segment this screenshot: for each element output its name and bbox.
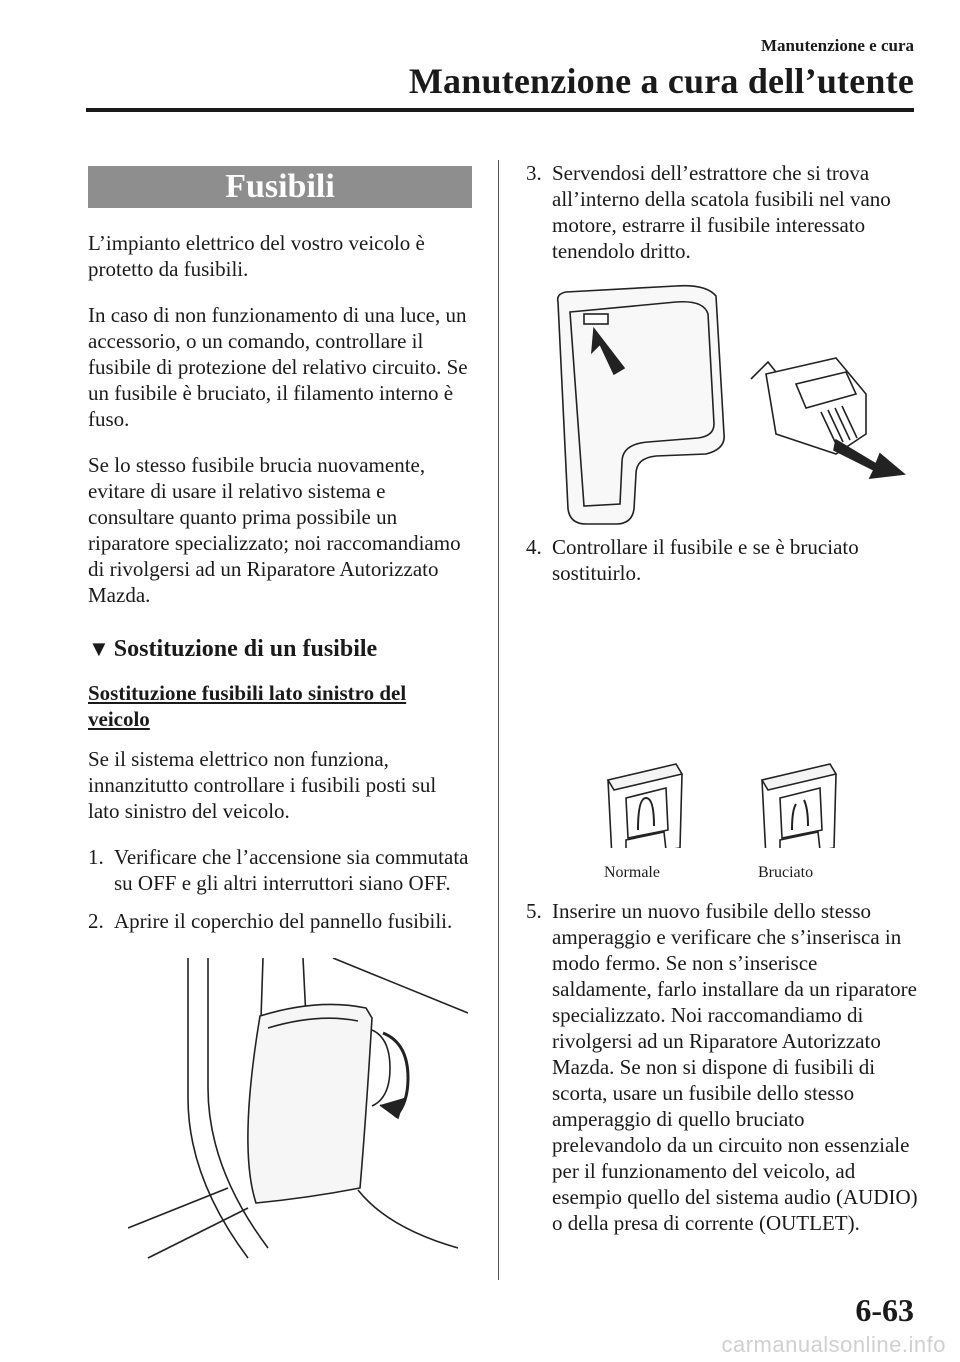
left-column [88, 166, 472, 1263]
page-number: 6-63 [855, 1292, 914, 1328]
step-text: Aprire il coperchio del pannello fusibili. [114, 909, 453, 933]
step-text: Inserire un nuovo fusibile dello stesso amperaggio e verificare che s’inserisca in modo fermo. Se non s’inserisce saldamente, farlo installare da un riparatore specializzato. Noi raccomandiamo di rivolgersi ad un Riparatore Autorizzato Mazda. Se non si dispone di fusibili di scorta, usare un fusibile dello stesso amperaggio di quello bruciato prelevandolo da un circuito non essenziale per il funzionamento del veicolo, ad esempio quello del sistema audio (AUDIO) o della presa di corrente (OUTLET). [552, 899, 918, 1235]
header-rule [86, 108, 914, 112]
subsection-heading [88, 636, 472, 662]
warning-paragraph: Se lo stesso fusibile brucia nuovamente, evitare di usare il relativo sistema e consultare quanto prima possibile un riparatore specializzato; noi raccomandiamo di rivolgersi ad un Riparatore Autorizzato Mazda. [88, 453, 461, 607]
underlined-heading: Sostituzione fusibili lato sinistro del veicolo [88, 681, 407, 731]
step-text: Verificare che l’accensione sia commutata su OFF e gli altri interruttori siano OFF. [114, 845, 469, 895]
step-5 [526, 898, 918, 1236]
step-4 [526, 534, 918, 586]
step-text: Controllare il fusibile e se è bruciato sostituirlo. [552, 535, 859, 585]
step-number: 3. [526, 161, 542, 185]
normal-fuse-icon [608, 764, 682, 848]
step-number: 2. [88, 909, 104, 933]
step-text: Servendosi dell’estrattore che si trova all’interno della scatola fusibili nel vano motore, estrarre il fusibile interessato tenendolo dritto. [552, 161, 891, 263]
intro-paragraph: L’impianto elettrico del vostro veicolo è protetto da fusibili. [88, 231, 425, 281]
fuse-comparison-illustration [526, 598, 918, 898]
normal-fuse-label: Normale [604, 864, 660, 881]
watermark: carmanualsonline.info [721, 1332, 946, 1357]
triangle-marker-icon: ▼ [88, 636, 110, 661]
fuse-box-puller-illustration [536, 284, 918, 534]
page-title: Manutenzione a cura dell’utente [408, 61, 914, 101]
subsection-heading-text: Sostituzione di un fusibile [113, 636, 378, 662]
step-number: 4. [526, 535, 542, 559]
step-number: 1. [88, 845, 104, 869]
right-column [526, 160, 918, 1248]
blown-fuse-icon [762, 764, 836, 848]
check-fuse-paragraph: In caso di non funzionamento di una luce, un accessorio, o un comando, controllare il fusibile di protezione del relativo circuito. Se un fusibile è bruciato, il filamento interno è fuso. [88, 303, 468, 431]
step-3 [526, 160, 918, 264]
chapter-label: Manutenzione e cura [761, 36, 914, 55]
fuse-panel-cover-illustration [128, 958, 472, 1263]
section-title: Fusibili [88, 166, 472, 208]
left-side-paragraph: Se il sistema elettrico non funziona, innanzitutto controllare i fusibili posti sul lato sinistro del veicolo. [88, 747, 437, 823]
step-1 [88, 844, 472, 896]
column-divider [498, 160, 499, 1280]
blown-fuse-label: Bruciato [758, 864, 814, 881]
step-number: 5. [526, 899, 542, 923]
step-2 [88, 908, 472, 934]
